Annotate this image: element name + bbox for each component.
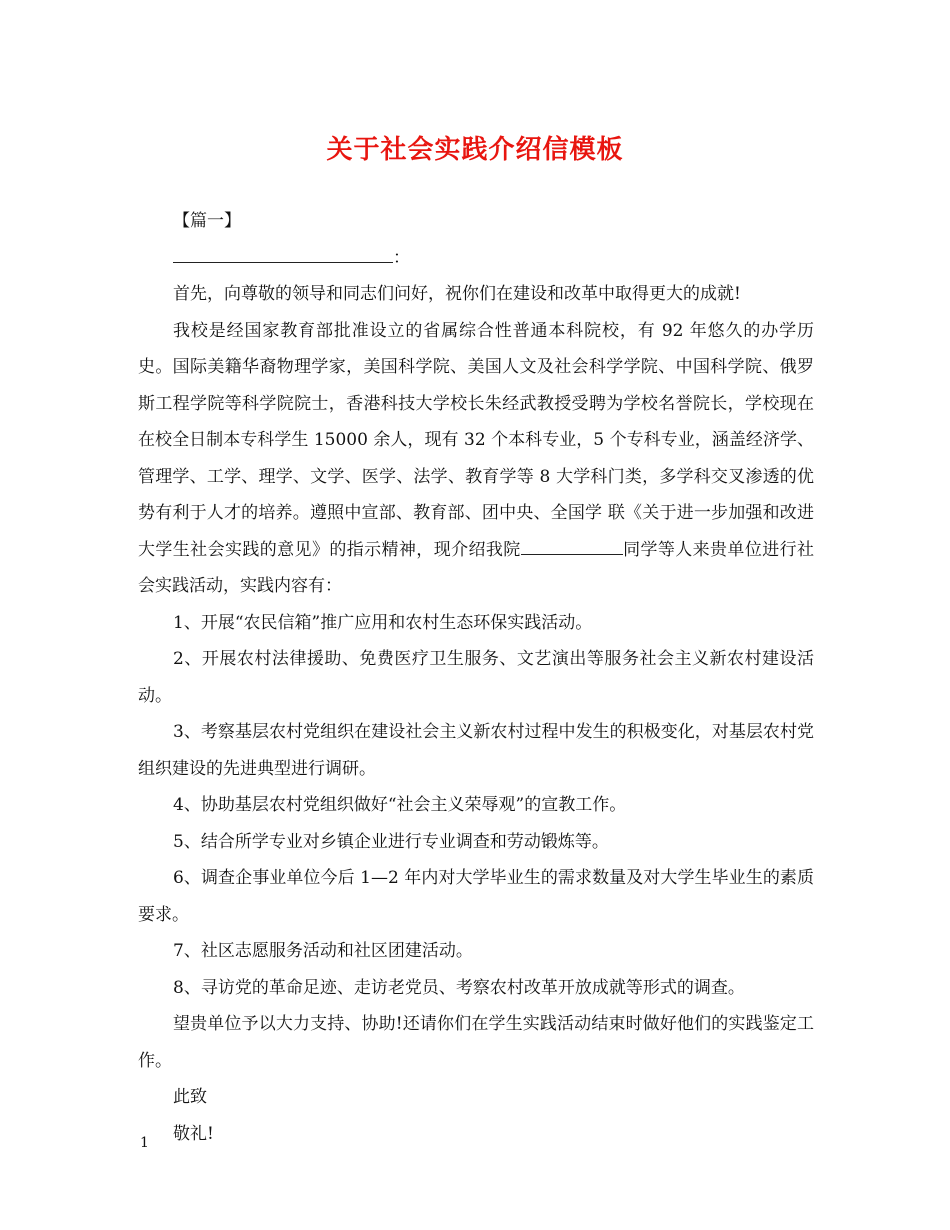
salutation-colon: ： bbox=[393, 247, 410, 268]
introduction-text: 我校是经国家教育部批准设立的省属综合性普通本科院校，有 92 年悠久的办学历史。国际美籍华裔物理学家，美国科学院、美国人文及社会科学学院、中国科学院、俄罗斯工程学院等科学院院士，香港科技大学校长朱经武教授受聘为学校名誉院长，学校现在在校全日制本专科学生 15000 余人，现有 32 个本科专业，5 个专科专业，涵盖经济学、管理学、工学、理学、文学、医学、法学、教育学等 8 大学科门类，多学科交叉渗透的优势有利于人才的培养。遵照中宣部、教育部、团中央、全国学 联《关于进一步加强和改进大学生社会实践的意见》的指示精神，现介绍我院 bbox=[138, 320, 814, 560]
introduction-paragraph bbox=[138, 313, 814, 605]
closing-paragraph: 望贵单位予以大力支持、协助!还请你们在学生实践活动结束时做好他们的实践鉴定工作。 bbox=[138, 1014, 814, 1071]
practice-item-7: 7、社区志愿服务活动和社区团建活动。 bbox=[173, 941, 473, 961]
salutation-line bbox=[138, 240, 814, 277]
document-body bbox=[138, 203, 814, 1152]
recipient-blank bbox=[173, 240, 393, 263]
sign-off-ci-zhi: 此致 bbox=[173, 1087, 207, 1107]
document-title: 关于社会实践介绍信模板 bbox=[326, 135, 624, 165]
greeting-paragraph: 首先，向尊敬的领导和同志们问好，祝你们在建设和改革中取得更大的成就! bbox=[173, 284, 741, 304]
practice-item-1: 1、开展“农民信箱”推广应用和农村生态环保实践活动。 bbox=[173, 612, 593, 633]
practice-item-4: 4、协助基层农村党组织做好“社会主义荣辱观”的宣教工作。 bbox=[173, 795, 627, 815]
student-name-blank bbox=[521, 532, 623, 555]
page-number: 1 bbox=[140, 1135, 149, 1151]
practice-item-3: 3、考察基层农村党组织在建设社会主义新农村过程中发生的积极变化，对基层农村党组织建设的先进典型进行调研。 bbox=[138, 722, 814, 779]
practice-item-2: 2、开展农村法律援助、免费医疗卫生服务、文艺演出等服务社会主义新农村建设活动。 bbox=[138, 649, 814, 706]
section-label: 【篇一】 bbox=[173, 211, 241, 231]
introduction-tail: 同学等人来贵单位进行社会实践活动，实践内容有： bbox=[138, 539, 815, 596]
practice-item-8: 8、寻访党的革命足迹、走访老党员、考察农村改革开放成就等形式的调查。 bbox=[173, 977, 745, 998]
practice-item-6: 6、调查企事业单位今后 1—2 年内对大学毕业生的需求数量及对大学生毕业生的素质要求。 bbox=[138, 868, 814, 925]
sign-off-jing-li: 敬礼! bbox=[173, 1123, 214, 1144]
practice-item-5: 5、结合所学专业对乡镇企业进行专业调查和劳动锻炼等。 bbox=[173, 831, 609, 852]
